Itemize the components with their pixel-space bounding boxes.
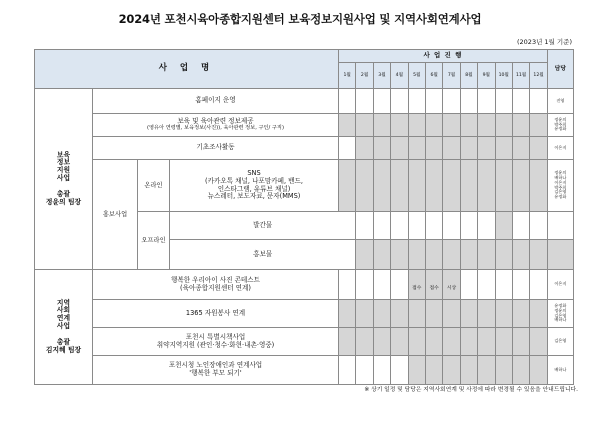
month-header: 9월	[478, 63, 495, 89]
page-title: 2024년 포천시육아종합지원센터 보육정보지원사업 및 지역사회연계사업	[118, 12, 482, 26]
month-cell	[530, 89, 548, 114]
project-name	[170, 240, 356, 270]
month-cell	[408, 160, 425, 212]
month-cell	[425, 114, 442, 137]
month-cell	[425, 300, 442, 328]
text-line: 배하나	[554, 317, 567, 323]
text-line: 김은영	[554, 312, 567, 318]
month-cell	[425, 137, 442, 160]
month-cell	[478, 137, 495, 160]
month-cell	[443, 89, 460, 114]
month-cell	[373, 240, 390, 270]
month-cell	[425, 160, 442, 212]
section-label-line: 지원	[56, 166, 71, 175]
month-cell	[512, 328, 529, 356]
text-line: 이은지	[554, 144, 567, 150]
month-header: 5월	[408, 63, 425, 89]
month-cell	[425, 212, 442, 240]
manager-cell	[547, 89, 573, 114]
progress-header: 사 업 진 행	[339, 50, 548, 63]
text-line: 이은지	[554, 281, 567, 287]
month-header: 2월	[356, 63, 373, 89]
text-line: 유정화	[554, 303, 567, 309]
text-line: 정윤의	[554, 116, 567, 122]
manager-cell	[547, 328, 573, 356]
month-cell	[373, 89, 390, 114]
group-promo: 홍보사업	[93, 160, 138, 270]
text-line: 박주희	[554, 121, 567, 127]
month-cell	[443, 212, 460, 240]
month-cell	[408, 240, 425, 270]
month-cell	[339, 300, 356, 328]
manager-cell	[547, 114, 573, 137]
month-cell	[512, 160, 529, 212]
month-cell	[530, 212, 548, 240]
project-name	[93, 137, 339, 160]
month-cell	[391, 356, 408, 385]
month-cell	[373, 356, 390, 385]
manager-cell	[547, 137, 573, 160]
manager-cell	[547, 160, 573, 212]
month-cell	[373, 114, 390, 137]
text-line: 진영	[556, 97, 565, 103]
month-cell	[443, 356, 460, 385]
month-cell	[512, 212, 529, 240]
month-cell	[356, 240, 373, 270]
text-line: 보육 및 육아관련 정보제공	[177, 117, 254, 126]
project-name	[93, 114, 339, 137]
month-cell	[478, 270, 495, 300]
text-line: 인스타그램, 유튜브 채널)	[217, 184, 291, 193]
text-line: 취약지역지원 (관인·청수·화현·내촌·영중)	[156, 340, 275, 349]
month-header: 8월	[460, 63, 477, 89]
month-cell	[495, 328, 512, 356]
section-lead-line: 총괄	[56, 337, 71, 346]
month-cell	[478, 240, 495, 270]
month-cell	[425, 328, 442, 356]
month-cell	[373, 160, 390, 212]
text-line: 정윤의	[554, 307, 567, 313]
month-cell	[512, 270, 529, 300]
month-cell	[373, 137, 390, 160]
month-cell	[391, 240, 408, 270]
month-header: 12월	[530, 63, 548, 89]
month-cell	[408, 300, 425, 328]
month-cell	[547, 212, 573, 240]
text-line: 1365 자원봉사 연계	[185, 308, 246, 317]
month-cell	[391, 137, 408, 160]
month-cell	[408, 356, 425, 385]
month-cell	[530, 270, 548, 300]
month-cell	[391, 328, 408, 356]
month-cell	[356, 270, 373, 300]
month-cell	[408, 137, 425, 160]
month-cell	[495, 160, 512, 212]
base-date-note: (2023년 1월 기준)	[517, 38, 572, 46]
month-cell	[425, 89, 442, 114]
month-cell	[339, 328, 356, 356]
section-community-link	[35, 270, 93, 385]
month-cell	[495, 212, 512, 240]
month-cell	[391, 270, 408, 300]
footnote: ※ 상기 일정 및 담당은 지역사회연계 및 사정에 따라 변경될 수 있음을 안내드립니다.	[364, 387, 578, 393]
month-cell	[530, 300, 548, 328]
month-cell	[356, 356, 373, 385]
schedule-row	[35, 270, 574, 300]
month-cell	[339, 160, 356, 212]
text-line: 홍보물	[253, 249, 273, 258]
month-cell	[530, 137, 548, 160]
month-cell	[478, 212, 495, 240]
month-cell	[356, 114, 373, 137]
project-name	[93, 270, 339, 300]
text-line: 이은지	[554, 179, 567, 185]
project-name	[93, 356, 339, 385]
text-line: 홈페이지 운영	[195, 96, 236, 105]
schedule-row	[35, 328, 574, 356]
month-header: 7월	[443, 63, 460, 89]
section-label-line: 보육	[56, 150, 71, 159]
month-cell	[495, 270, 512, 300]
project-name-header: 사 업 명	[35, 50, 339, 89]
month-cell	[408, 114, 425, 137]
schedule-row	[35, 356, 574, 385]
group-online: 온라인	[138, 160, 170, 212]
text-line: 배하나	[554, 366, 567, 372]
text-line: 기초조사활동	[196, 143, 235, 152]
schedule-row	[35, 114, 574, 137]
text-line: 박주희	[554, 184, 567, 190]
month-cell	[460, 89, 477, 114]
month-cell	[530, 356, 548, 385]
month-cell	[460, 114, 477, 137]
text-line: 포천시 특별시책사업	[185, 332, 246, 341]
project-name	[170, 160, 339, 212]
month-cell	[460, 137, 477, 160]
month-mark: 접수	[429, 286, 439, 292]
text-line: 정윤의	[554, 170, 567, 176]
section-label-line: 정보	[56, 158, 71, 167]
manager-header: 담당	[547, 50, 573, 89]
section-label-line: 연계	[56, 314, 71, 323]
month-cell	[478, 300, 495, 328]
month-cell	[443, 270, 460, 300]
month-cell	[391, 114, 408, 137]
project-name	[93, 89, 339, 114]
manager-cell	[547, 270, 573, 300]
month-cell	[391, 300, 408, 328]
section-lead-line: 김지혜 팀장	[45, 345, 82, 354]
schedule-row	[35, 160, 574, 212]
section-lead-line: 정윤의 팀장	[45, 197, 82, 206]
month-cell	[495, 114, 512, 137]
schedule-table	[34, 49, 574, 385]
month-cell	[356, 137, 373, 160]
schedule-row	[35, 300, 574, 328]
month-cell	[356, 89, 373, 114]
section-label-line: 사업	[56, 322, 71, 330]
month-cell	[391, 160, 408, 212]
month-cell	[373, 270, 390, 300]
month-mark: 시상	[446, 286, 457, 292]
month-cell	[460, 240, 477, 270]
month-cell	[495, 240, 512, 270]
month-cell	[425, 356, 442, 385]
text-line: SNS	[247, 169, 261, 178]
month-cell	[478, 89, 495, 114]
month-cell	[443, 328, 460, 356]
header-row	[35, 50, 574, 63]
group-offline: 오프라인	[138, 212, 170, 270]
month-cell	[408, 270, 425, 300]
month-cell	[356, 160, 373, 212]
project-name	[93, 328, 339, 356]
schedule-row	[35, 137, 574, 160]
month-cell	[460, 356, 477, 385]
month-cell	[478, 114, 495, 137]
month-cell	[408, 212, 425, 240]
month-cell	[425, 240, 442, 270]
month-cell	[460, 160, 477, 212]
month-cell	[530, 328, 548, 356]
month-cell	[512, 240, 529, 270]
month-header: 11월	[512, 63, 529, 89]
month-cell	[495, 356, 512, 385]
month-cell	[339, 270, 356, 300]
text-line: 김은영	[554, 338, 567, 344]
month-cell	[478, 356, 495, 385]
month-cell	[373, 300, 390, 328]
month-cell	[512, 300, 529, 328]
text-line: (육아종합지원센터 연계)	[180, 283, 251, 292]
month-cell	[443, 137, 460, 160]
month-header: 6월	[425, 63, 442, 89]
month-cell	[443, 300, 460, 328]
month-cell	[356, 300, 373, 328]
project-name	[93, 300, 339, 328]
section-label-line: 지역	[56, 298, 71, 307]
month-cell	[391, 212, 408, 240]
text-line: (카카오톡 채널, 나포맘카페, 밴드,	[205, 176, 303, 185]
month-cell	[443, 240, 460, 270]
text-line: 배하나	[554, 175, 567, 181]
month-cell	[547, 240, 573, 270]
month-cell	[425, 270, 442, 300]
month-cell	[391, 89, 408, 114]
month-cell	[408, 328, 425, 356]
manager-cell	[547, 300, 573, 328]
month-cell	[443, 160, 460, 212]
month-cell	[460, 300, 477, 328]
month-header: 3월	[373, 63, 390, 89]
text-line: '행복한 부모 되기'	[189, 369, 242, 377]
section-label-line: 사회	[56, 306, 71, 315]
month-cell	[530, 160, 548, 212]
month-cell	[373, 212, 390, 240]
month-cell	[373, 328, 390, 356]
manager-cell	[547, 356, 573, 385]
text-line: 행복한 우리아이 사진 콘테스트	[170, 275, 261, 284]
text-line: (영유아 연령별, 보육정보(사진)), 육아관련 정보, 구인/ 구직)	[147, 124, 284, 131]
month-cell	[339, 356, 356, 385]
month-cell	[356, 328, 373, 356]
month-header: 1월	[339, 63, 356, 89]
month-cell	[460, 212, 477, 240]
month-header: 10월	[495, 63, 512, 89]
section-label-line: 사업	[56, 174, 71, 182]
month-cell	[495, 89, 512, 114]
month-cell	[478, 328, 495, 356]
month-cell	[478, 160, 495, 212]
text-line: 김은영	[554, 189, 567, 195]
month-cell	[408, 89, 425, 114]
month-mark: 접수	[412, 286, 422, 292]
text-line: 발간물	[253, 220, 273, 229]
month-cell	[339, 137, 356, 160]
section-lead-line: 총괄	[56, 189, 71, 198]
month-cell	[530, 240, 548, 270]
month-cell	[443, 114, 460, 137]
month-cell	[460, 328, 477, 356]
month-cell	[339, 114, 356, 137]
month-cell	[512, 89, 529, 114]
schedule-row	[35, 89, 574, 114]
month-cell	[512, 356, 529, 385]
month-cell	[512, 137, 529, 160]
text-line: 뉴스레터, 보도자료, 문자(MMS)	[207, 192, 301, 201]
month-cell	[512, 114, 529, 137]
month-cell	[460, 270, 477, 300]
month-cell	[356, 212, 373, 240]
text-line: 유정화	[554, 193, 567, 199]
section-info-support	[35, 89, 93, 270]
text-line: 포천시청 노인장애인과 연계사업	[168, 361, 263, 370]
text-line: 유정화	[554, 126, 567, 132]
month-cell	[495, 300, 512, 328]
month-cell	[495, 137, 512, 160]
month-cell	[530, 114, 548, 137]
project-name	[170, 212, 356, 240]
month-header: 4월	[391, 63, 408, 89]
month-cell	[339, 89, 356, 114]
